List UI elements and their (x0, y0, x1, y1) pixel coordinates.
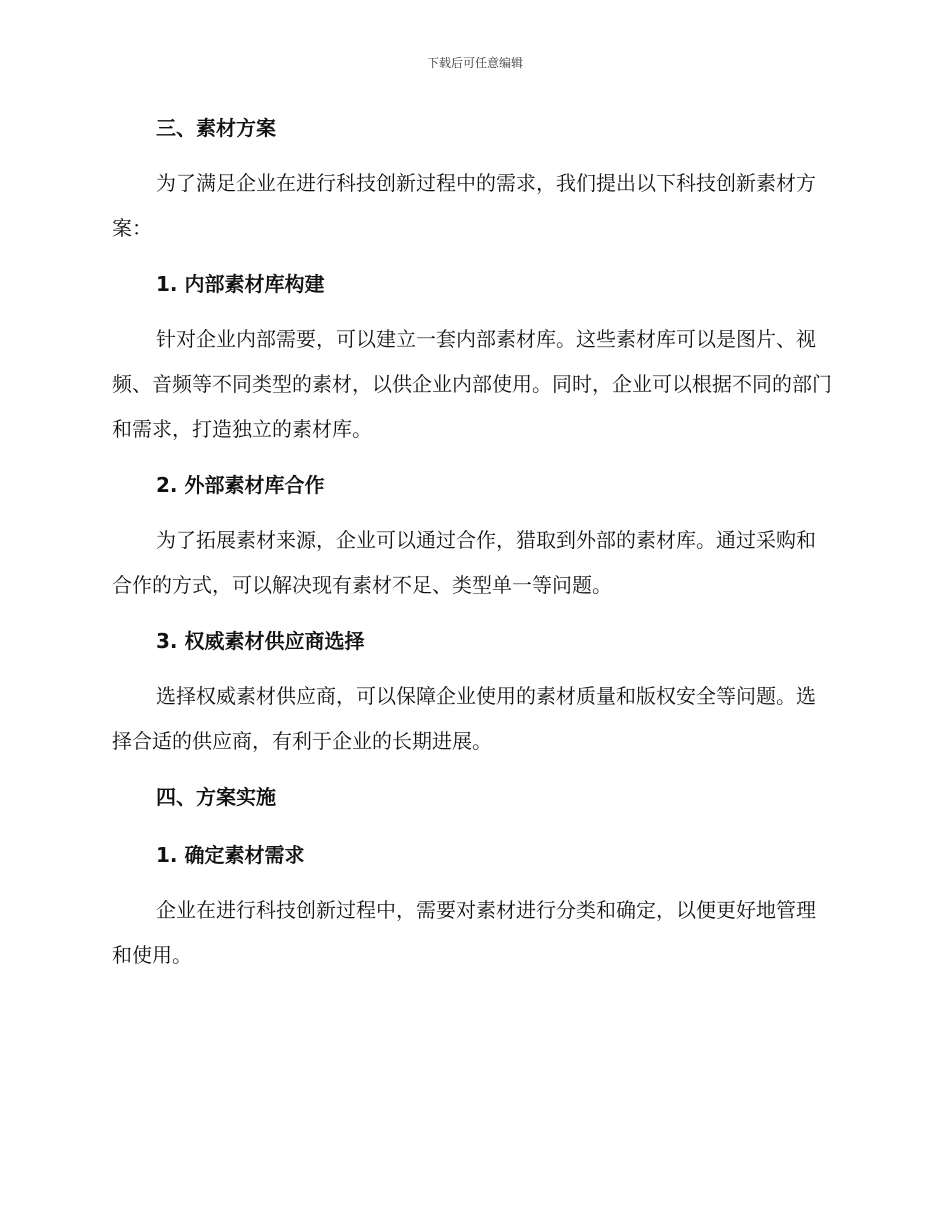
section-heading-implementation: 四、方案实施 (156, 785, 276, 809)
subheading-external-library: 2. 外部素材库合作 (156, 473, 325, 497)
header-note: 下载后可任意编辑 (426, 56, 523, 70)
paragraph-supplier-selection: 选择权威素材供应商，可以保障企业使用的素材质量和版权安全等问题。选择合适的供应商，有利于企业的长期进展。 (112, 684, 816, 753)
paragraph-determine-needs: 企业在进行科技创新过程中，需要对素材进行分类和确定，以便更好地管理和使用。 (112, 898, 816, 967)
subheading-determine-needs: 1. 确定素材需求 (156, 843, 305, 867)
document-body (112, 112, 834, 978)
section-heading-material-plan: 三、素材方案 (156, 116, 276, 140)
paragraph-intro: 为了满足企业在进行科技创新过程中的需求，我们提出以下科技创新素材方案： (112, 171, 816, 240)
subheading-internal-library: 1. 内部素材库构建 (156, 272, 325, 296)
subheading-supplier-selection: 3. 权威素材供应商选择 (156, 629, 365, 653)
paragraph-internal-library: 针对企业内部需要，可以建立一套内部素材库。这些素材库可以是图片、视频、音频等不同类型的素材，以供企业内部使用。同时，企业可以根据不同的部门和需求，打造独立的素材库。 (112, 327, 832, 441)
paragraph-external-library: 为了拓展素材来源，企业可以通过合作，猎取到外部的素材库。通过采购和合作的方式，可以解决现有素材不足、类型单一等问题。 (112, 528, 816, 597)
